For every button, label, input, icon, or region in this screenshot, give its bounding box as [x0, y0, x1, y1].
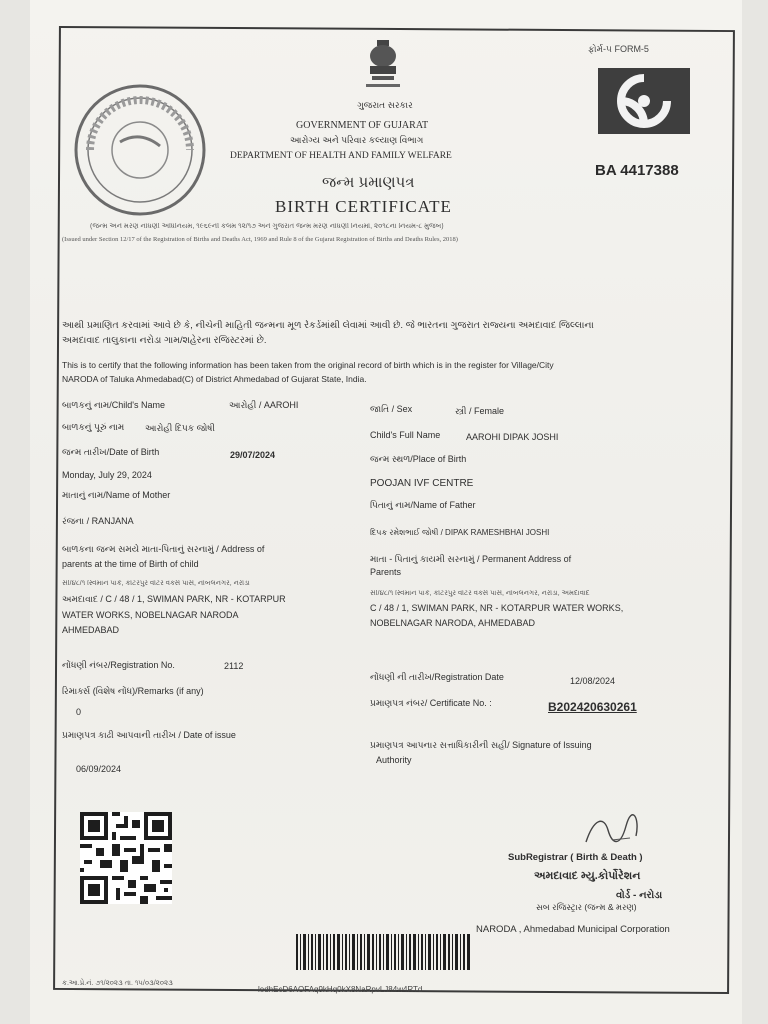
subregistrar-title: SubRegistrar ( Birth & Death ) — [508, 852, 643, 863]
title-english: BIRTH CERTIFICATE — [275, 197, 452, 216]
issued-under-english: (Issued under Section 12/17 of the Registration of Births and Deaths Act, 1969 and Rule 8 of the Gujarat Registration of Births and Deaths Rules, 2018) — [62, 236, 458, 243]
child-name-label: બાળકનું નામ/Child's Name — [62, 400, 166, 410]
gov-gujarati: ગુજરાત સરકાર — [357, 100, 413, 110]
certificate-no-label: પ્રમાણપત્ર નંબર/ Certificate No. : — [370, 698, 492, 708]
dob-in-words: Monday, July 29, 2024 — [62, 470, 152, 480]
place-of-birth-value: POOJAN IVF CENTRE — [370, 478, 474, 489]
corporation-name: NARODA , Ahmedabad Municipal Corporation — [476, 924, 670, 935]
address-at-birth-line1: અમદાવાદ / C / 48 / 1, SWIMAN PARK, NR - KOTARPUR — [62, 594, 286, 604]
registration-no-label: નોંધણી નંબર/Registration No. — [62, 660, 175, 670]
dept-gujarati: આરોગ્ય અને પરિવાર કલ્યાણ વિભાગ — [290, 135, 424, 145]
child-full-name-guj-value: આરોહી દિપક જોષી — [145, 423, 215, 433]
issued-under-gujarati: (જન્મ અને મરણ નોંધણી અધિનિયમ, ૧૯૬૯ની કલમ ૧૨/૧૭ અને ગુજરાત જન્મ મરણ નોંધણી નિયમો, ૨૦૧૮ના નિયમ-૮ મુજબ) — [90, 223, 444, 230]
barcode-text: ledhEcD6AOFAq9kHq0kX8NaRpvLJ84w4RTd — [258, 985, 423, 994]
title-gujarati: જન્મ પ્રમાણપત્ર — [322, 174, 415, 191]
mother-name-label: માતાનું નામ/Name of Mother — [62, 490, 171, 500]
signature-label-line1: પ્રમાણપત્ર આપનાર સત્તાધિકારીની સહી/ Signature of Issuing — [370, 740, 592, 750]
registration-date-label: નોંધણી ની તારીખ/Registration Date — [370, 672, 504, 682]
child-name-value: આરોહી / AAROHI — [229, 400, 299, 410]
permanent-address-label-2: Parents — [370, 567, 402, 577]
ashoka-emblem — [362, 38, 404, 96]
child-full-name-guj-label: બાળકનું પૂરું નામ — [62, 422, 125, 432]
registrar-round-seal — [70, 80, 210, 220]
corporation-gujarati: અમદાવાદ મ્યુ.કોર્પોરેશન — [534, 870, 641, 882]
permanent-address-line1: C / 48 / 1, SWIMAN PARK, NR - KOTARPUR WATER WORKS, — [370, 603, 624, 613]
registration-no-value: 2112 — [224, 661, 244, 671]
serial-number: BA 4417388 — [595, 162, 679, 179]
place-of-birth-label: જન્મ સ્થળ/Place of Birth — [370, 454, 467, 464]
sex-label: જાતિ / Sex — [370, 404, 413, 414]
father-name-value: દિપક રમેશભાઈ જોષી / DIPAK RAMESHBHAI JOSHI — [370, 528, 550, 537]
health-department-logo — [598, 68, 690, 134]
permanent-address-gujarati: સી/૪૮/૧ સ્વિમાન પાર્ક, કોટરપુર વોટર વર્ક્સ પાસે, નોબલનગર, નરોડા, અમદાવાદ — [370, 590, 590, 597]
intro-gujarati-line1: આથી પ્રમાણિત કરવામાં આવે છે કે, નીચેની માહિતી જન્મના મૂળ રેકર્ડમાંથી લેવામાં આવી છે. જે ભારતના ગુજરાત રાજ્યના અમદાવાદ જિલ્લાના — [62, 320, 594, 331]
permanent-address-line2: NOBELNAGAR NARODA, AHMEDABAD — [370, 618, 536, 628]
mother-name-value: રંજના / RANJANA — [62, 516, 134, 526]
remarks-value: 0 — [76, 707, 82, 717]
form-tag: ફોર્મ-૫ FORM-5 — [588, 44, 649, 54]
address-at-birth-line2: WATER WORKS, NOBELNAGAR NARODA — [62, 610, 239, 620]
child-full-name-label: Child's Full Name — [370, 430, 441, 440]
intro-english-line1: This is to certify that the following information has been taken from the original record of birth which is in the register for Village/City — [62, 360, 554, 370]
remarks-label: રિમાર્ક્સ (વિશેષ નોંધ)/Remarks (if any) — [62, 686, 204, 696]
dob-value: 29/07/2024 — [230, 450, 276, 460]
verification-qr-code — [80, 812, 172, 904]
date-of-issue-label: પ્રમાણપત્ર કાઢી આપવાની તારીખ / Date of issue — [62, 730, 236, 740]
address-at-birth-label-1: બાળકના જન્મ સમયે માતા-પિતાનું સરનામું / Address of — [62, 544, 265, 554]
father-name-label: પિતાનું નામ/Name of Father — [370, 500, 476, 510]
registration-date-value: 12/08/2024 — [570, 676, 616, 686]
footer-note: ક.આ.પ્રે.નં. ૭૧/૨૦૨૩ તા. ૧૫/૦૩/૨૦૨૩ — [62, 980, 173, 987]
intro-gujarati-line2: અમદાવાદ તાલુકાના નરોડા ગામ/શહેરના રજિસ્ટરમાં છે. — [62, 335, 267, 346]
permanent-address-label-1: માતા - પિતાનું કાયમી સરનામું / Permanent Address of — [370, 554, 572, 564]
authority-signature — [582, 812, 644, 850]
ward-gujarati: વોર્ડ - નરોડા — [616, 890, 663, 901]
certificate-no-value: B202420630261 — [548, 700, 637, 714]
address-at-birth-label-2: parents at the time of Birth of child — [62, 559, 199, 569]
intro-english-line2: NARODA of Taluka Ahmedabad(C) of District Ahmedabad of Gujarat State, India. — [62, 374, 367, 384]
dept-english: DEPARTMENT OF HEALTH AND FAMILY WELFARE — [230, 151, 452, 161]
sex-value: સ્ત્રી / Female — [455, 406, 504, 416]
child-full-name-value: AAROHI DIPAK JOSHI — [466, 432, 559, 442]
address-at-birth-gujarati: સી/૪૮/૧ સ્વિમાન પાર્ક, કોટરપુર વોટર વર્ક્સ પાસે, નોબલનગર, નરોડા — [62, 580, 250, 587]
address-at-birth-line3: AHMEDABAD — [62, 625, 120, 635]
date-of-issue-value: 06/09/2024 — [76, 764, 122, 774]
signature-label-line2: Authority — [376, 755, 412, 765]
logo-mark-icon — [598, 68, 690, 134]
gov-english: GOVERNMENT OF GUJARAT — [296, 120, 429, 131]
certificate-barcode — [296, 934, 470, 970]
sub-registrar-gujarati: સબ રજિસ્ટ્રાર (જન્મ & મરણ) — [536, 902, 637, 912]
dob-label: જન્મ તારીખ/Date of Birth — [62, 447, 160, 457]
